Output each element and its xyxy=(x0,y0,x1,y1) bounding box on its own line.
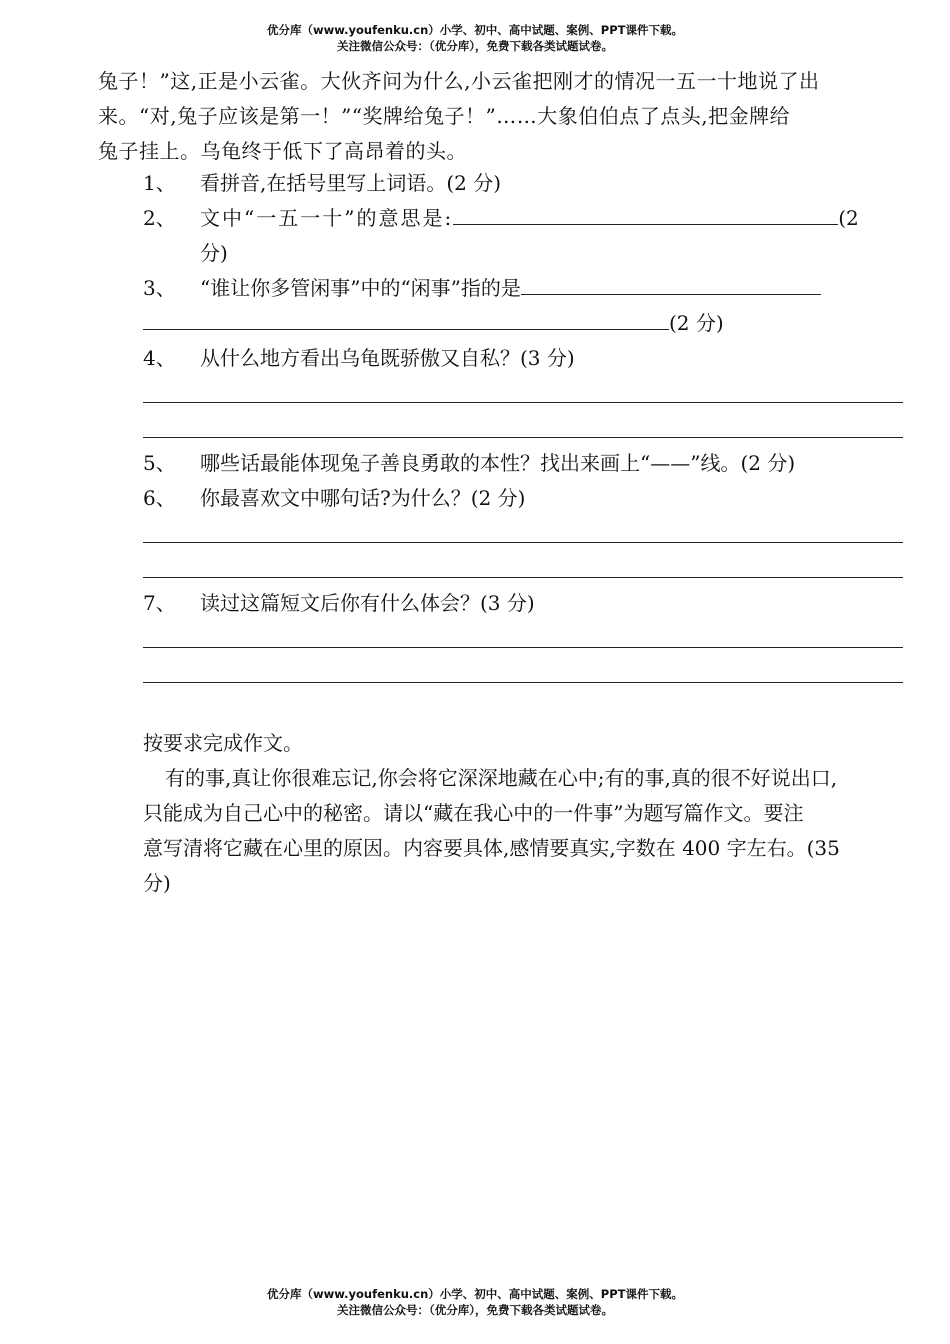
question-5 xyxy=(143,446,908,481)
footer-line-1: 优分库（www.youfenku.cn）小学、初中、高中试题、案例、PPT课件下载。 xyxy=(267,1287,683,1301)
essay-section xyxy=(143,726,910,901)
question-number: 7、 xyxy=(143,591,176,615)
passage-line: 兔子挂上。乌龟终于低下了高昂着的头。 xyxy=(98,139,467,163)
essay-line: 只能成为自己心中的秘密。请以“藏在我心中的一件事”为题写篇作文。要注 xyxy=(143,801,804,825)
header-line-1: 优分库（www.youfenku.cn）小学、初中、高中试题、案例、PPT课件下载。 xyxy=(267,23,683,37)
page-header xyxy=(0,22,950,54)
question-2-continued xyxy=(143,236,908,271)
question-score: (2 分) xyxy=(669,311,724,335)
answer-line[interactable] xyxy=(143,647,903,648)
question-3-continued xyxy=(143,306,908,341)
question-number: 2、 xyxy=(143,206,176,230)
essay-line: 意写清将它藏在心里的原因。内容要具体,感情要真实,字数在 400 字左右。(35 xyxy=(143,836,840,860)
answer-line[interactable] xyxy=(143,577,903,578)
passage-line: 来。“对,兔子应该是第一！”“奖牌给兔子！”……大象伯伯点了点头,把金牌给 xyxy=(98,104,791,128)
question-number: 4、 xyxy=(143,346,176,370)
question-text: 读过这篇短文后你有什么体会？(3 分) xyxy=(200,591,535,615)
question-text: 哪些话最能体现兔子善良勇敢的本性？找出来画上“——”线。(2 分) xyxy=(200,451,796,475)
question-4 xyxy=(143,341,908,376)
question-7 xyxy=(143,586,908,621)
answer-line[interactable] xyxy=(143,437,903,438)
question-text xyxy=(200,201,908,236)
passage-line: 兔子！”这,正是小云雀。大伙齐问为什么,小云雀把刚才的情况一五一十地说了出 xyxy=(98,69,820,93)
question-score: (2 xyxy=(838,206,859,230)
question-1 xyxy=(143,166,908,201)
passage xyxy=(98,64,908,169)
question-prompt: “谁让你多管闲事”中的“闲事”指的是 xyxy=(200,276,521,300)
answer-blank[interactable] xyxy=(521,272,821,295)
essay-line: 有的事,真让你很难忘记,你会将它深深地藏在心中;有的事,真的很不好说出口, xyxy=(165,766,838,790)
question-number: 3、 xyxy=(143,276,176,300)
answer-line[interactable] xyxy=(143,682,903,683)
page-footer xyxy=(0,1286,950,1318)
question-score-continued: 分) xyxy=(200,241,228,265)
question-text xyxy=(200,271,908,306)
question-text: 你最喜欢文中哪句话?为什么？(2 分) xyxy=(200,486,526,510)
answer-line[interactable] xyxy=(143,542,903,543)
answer-blank[interactable] xyxy=(453,202,838,225)
question-number: 6、 xyxy=(143,486,176,510)
question-number: 5、 xyxy=(143,451,176,475)
question-text: 看拼音,在括号里写上词语。(2 分) xyxy=(200,171,502,195)
question-number: 1、 xyxy=(143,171,176,195)
header-line-2: 关注微信公众号：（优分库），免费下载各类试题试卷。 xyxy=(337,39,613,53)
essay-line: 分) xyxy=(143,871,171,895)
question-prompt: 文中“一五一十”的意思是: xyxy=(200,206,454,230)
answer-line[interactable] xyxy=(143,402,903,403)
answer-blank[interactable] xyxy=(143,307,669,330)
question-6 xyxy=(143,481,908,516)
question-text: 从什么地方看出乌龟既骄傲又自私？(3 分) xyxy=(200,346,575,370)
question-2 xyxy=(143,201,908,236)
essay-title: 按要求完成作文。 xyxy=(143,731,303,755)
footer-line-2: 关注微信公众号：（优分库），免费下载各类试题试卷。 xyxy=(337,1303,613,1317)
question-3 xyxy=(143,271,908,306)
